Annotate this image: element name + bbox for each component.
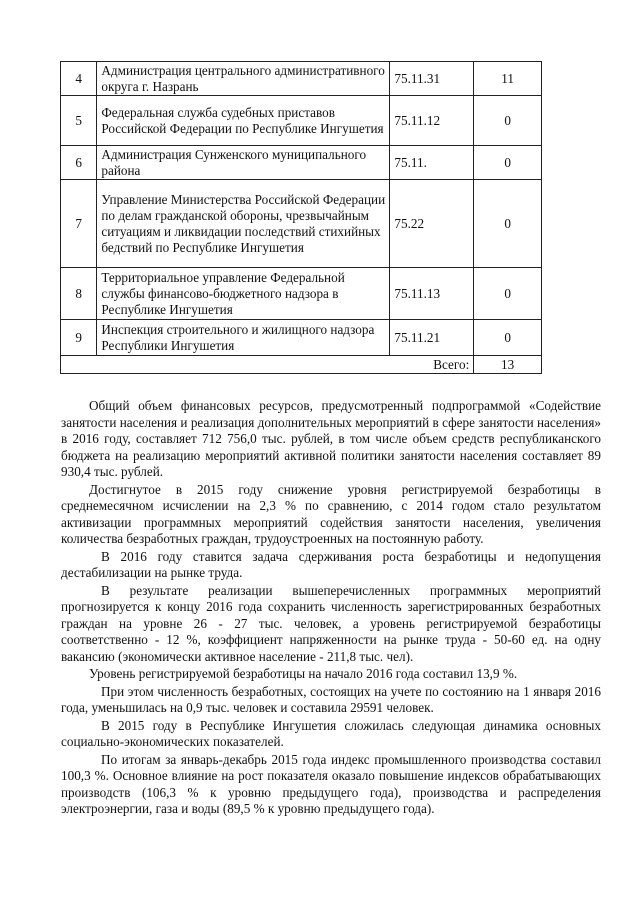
row-number: 5 bbox=[61, 96, 97, 146]
table-row bbox=[61, 62, 542, 96]
row-number: 8 bbox=[61, 268, 97, 320]
organization-name: Территориальное управление Федеральной службы финансово-бюджетного надзора в Республике Ингушетия bbox=[97, 268, 390, 320]
organization-name: Федеральная служба судебных приставов Российской Федерации по Республике Ингушетия bbox=[97, 96, 390, 146]
paragraph: В результате реализации вышеперечисленных программных мероприятий прогнозируется к концу 2016 года сохранить численность зарегистрированных безработных граждан на уровне 26 - 27 тыс. человек, а уровень регистрируемой безработицы соответственно - 12 %, коэффициент напряженности на рынке труда - 50-60 ед. на одну вакансию (экономически активное население - 211,8 тыс. чел). bbox=[61, 582, 601, 664]
row-number: 6 bbox=[61, 146, 97, 180]
table-total-row bbox=[61, 356, 542, 374]
paragraph: Уровень регистрируемой безработицы на начало 2016 года составил 13,9 %. bbox=[89, 666, 518, 681]
paragraph: Общий объем финансовых ресурсов, предусмотренный подпрограммой «Содействие занятости населения и реализация дополнительных мероприятий в сфере занятости населения» в 2016 году, составляет 712 756,0 тыс. рублей, в том числе объем средств республиканского бюджета на реализацию мероприятий активной политики занятости населения составляет 89 930,4 тыс. рублей. bbox=[61, 398, 601, 479]
okved-code: 75.22 bbox=[390, 180, 474, 268]
organization-name: Управление Министерства Российской Федерации по делам гражданской обороны, чрезвычайным ситуациям и ликвидации последствий стихийных бедствий по Республике Ингушетия bbox=[97, 180, 390, 268]
table-row bbox=[61, 146, 542, 180]
organizations-table bbox=[60, 61, 542, 374]
total-value: 13 bbox=[474, 356, 542, 374]
body-text bbox=[61, 398, 601, 819]
okved-code: 75.11.12 bbox=[390, 96, 474, 146]
paragraph: По итогам за январь-декабрь 2015 года индекс промышленного производства составил 100,3 %. Основное влияние на рост показателя оказало повышение индексов обрабатывающих производств (106,3 % к уровню предыдущего года), производства и распределения электроэнергии, газа и воды (89,5 % к уровню предыдущего года). bbox=[61, 751, 601, 816]
row-number: 4 bbox=[61, 62, 97, 96]
okved-code: 75.11.13 bbox=[390, 268, 474, 320]
paragraph: При этом численность безработных, состоящих на учете по состоянию на 1 января 2016 года, уменьшилась на 0,9 тыс. человек и составила 29591 человек. bbox=[61, 683, 601, 715]
row-value: 0 bbox=[474, 96, 542, 146]
paragraph: Достигнутое в 2015 году снижение уровня регистрируемой безработицы в среднемесячном исчислении на 2,3 % по сравнению, с 2014 годом стало результатом активизации программных мероприятий содействия занятости населения, увеличения количества безработных граждан, трудоустроенных на постоянную работу. bbox=[61, 481, 601, 546]
row-value: 11 bbox=[474, 62, 542, 96]
row-number: 7 bbox=[61, 180, 97, 268]
okved-code: 75.11.21 bbox=[390, 320, 474, 356]
row-number: 9 bbox=[61, 320, 97, 356]
table-row bbox=[61, 96, 542, 146]
organization-name: Администрация центрального административного округа г. Назрань bbox=[97, 62, 390, 96]
okved-code: 75.11.31 bbox=[390, 62, 474, 96]
organization-name: Инспекция строительного и жилищного надзора Республики Ингушетия bbox=[97, 320, 390, 356]
row-value: 0 bbox=[474, 268, 542, 320]
total-label: Всего: bbox=[61, 356, 474, 374]
organization-name: Администрация Сунженского муниципального района bbox=[97, 146, 390, 180]
row-value: 0 bbox=[474, 180, 542, 268]
table-row bbox=[61, 180, 542, 268]
table-row bbox=[61, 320, 542, 356]
paragraph: В 2015 году в Республике Ингушетия сложилась следующая динамика основных социально-экономических показателей. bbox=[61, 717, 601, 749]
row-value: 0 bbox=[474, 320, 542, 356]
okved-code: 75.11. bbox=[390, 146, 474, 180]
paragraph: В 2016 году ставится задача сдерживания роста безработицы и недопущения дестабилизации на рынке труда. bbox=[61, 548, 601, 580]
table-row bbox=[61, 268, 542, 320]
row-value: 0 bbox=[474, 146, 542, 180]
